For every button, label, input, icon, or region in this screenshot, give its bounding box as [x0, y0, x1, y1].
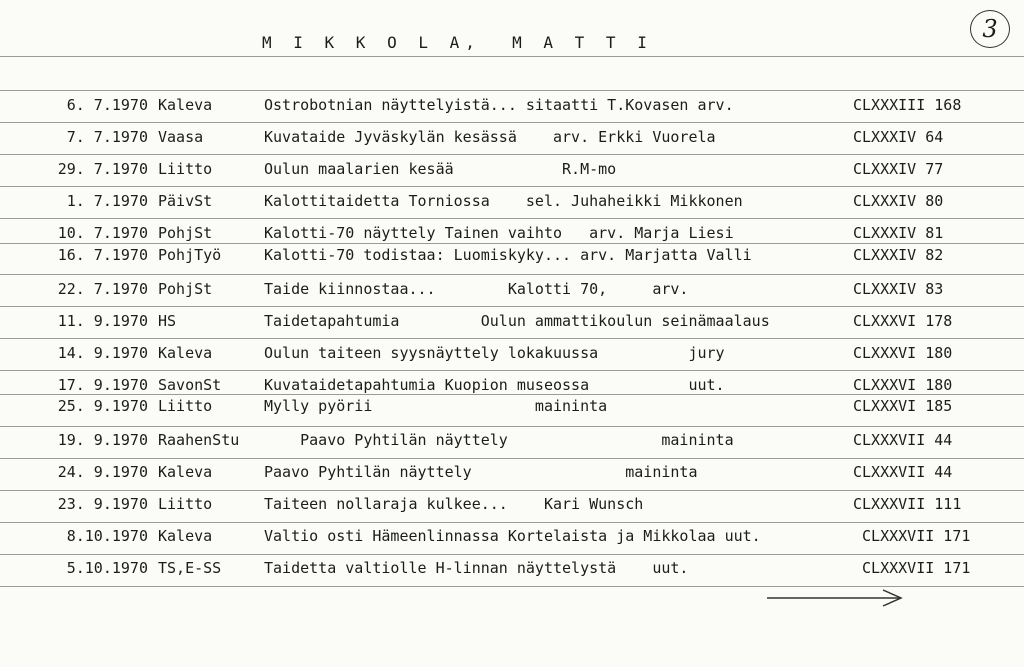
- ruled-line: [0, 458, 1024, 459]
- ruled-line: [0, 122, 1024, 123]
- entry-date: 22. 7.1970: [57, 280, 148, 298]
- entry-row: [0, 431, 1024, 453]
- entry-reference: CLXXXIV 80: [853, 192, 944, 210]
- ruled-line: [0, 370, 1024, 371]
- entry-reference: CLXXXIV 82: [853, 246, 944, 264]
- arrow-right-icon: [765, 588, 905, 608]
- entry-text: Ostrobotnian näyttelyistä... sitaatti T.Kovasen arv.: [264, 96, 734, 114]
- entry-row: [0, 280, 1024, 302]
- entry-source: PohjSt: [158, 224, 213, 242]
- entry-text: Oulun maalarien kesää R.M-mo: [264, 160, 617, 178]
- entry-source: TS,E-SS: [158, 559, 222, 577]
- entry-text: Taidetapahtumia Oulun ammattikoulun seinämaalaus: [264, 312, 770, 330]
- ruled-line: [0, 522, 1024, 523]
- entry-source: PäivSt: [158, 192, 213, 210]
- entry-reference: CLXXXIV 83: [853, 280, 944, 298]
- entry-date: 6. 7.1970: [66, 96, 148, 114]
- ruled-line: [0, 56, 1024, 57]
- entry-date: 14. 9.1970: [57, 344, 148, 362]
- entry-reference: CLXXXIV 64: [853, 128, 944, 146]
- ruled-line: [0, 554, 1024, 555]
- entry-reference: CLXXXVII 171: [853, 527, 971, 545]
- entry-row: [0, 495, 1024, 517]
- entry-date: 19. 9.1970: [57, 431, 148, 449]
- entry-text: Taiteen nollaraja kulkee... Kari Wunsch: [264, 495, 644, 513]
- entry-text: Oulun taiteen syysnäyttely lokakuussa jury: [264, 344, 725, 362]
- entry-row: [0, 527, 1024, 549]
- entry-row: [0, 312, 1024, 334]
- entry-reference: CLXXXIII 168: [853, 96, 962, 114]
- entry-text: Kalotti-70 näyttely Tainen vaihto arv. Marja Liesi: [264, 224, 734, 242]
- entry-text: Kalottitaidetta Torniossa sel. Juhaheikki Mikkonen: [264, 192, 743, 210]
- entry-reference: CLXXXVI 180: [853, 376, 953, 394]
- entry-source: PohjTyö: [158, 246, 222, 264]
- entry-date: 10. 7.1970: [57, 224, 148, 242]
- entry-row: [0, 344, 1024, 366]
- entry-reference: CLXXXVII 171: [853, 559, 971, 577]
- entry-source: Liitto: [158, 397, 213, 415]
- entry-reference: CLXXXVI 180: [853, 344, 953, 362]
- entry-text: Taidetta valtiolle H-linnan näyttelystä uut.: [264, 559, 689, 577]
- entry-date: 25. 9.1970: [57, 397, 148, 415]
- entry-text: Mylly pyörii maininta: [264, 397, 608, 415]
- entry-text: Paavo Pyhtilän näyttely maininta: [264, 463, 698, 481]
- entry-reference: CLXXXVII 111: [853, 495, 962, 513]
- entry-reference: CLXXXVI 185: [853, 397, 953, 415]
- entry-text: Kalotti-70 todistaa: Luomiskyky... arv. Marjatta Valli: [264, 246, 752, 264]
- ruled-line: [0, 218, 1024, 219]
- entry-date: 1. 7.1970: [66, 192, 148, 210]
- entry-date: 7. 7.1970: [66, 128, 148, 146]
- entry-date: 24. 9.1970: [57, 463, 148, 481]
- entry-row: [0, 246, 1024, 268]
- entry-text: Paavo Pyhtilän näyttely maininta: [264, 431, 734, 449]
- entry-source: HS: [158, 312, 177, 330]
- ruled-line: [0, 490, 1024, 491]
- entry-source: Liitto: [158, 495, 213, 513]
- entry-source: Kaleva: [158, 344, 213, 362]
- entry-source: Kaleva: [158, 463, 213, 481]
- entry-row: [0, 224, 1024, 246]
- entry-date: 23. 9.1970: [57, 495, 148, 513]
- ruled-line: [0, 154, 1024, 155]
- entry-reference: CLXXXVI 178: [853, 312, 953, 330]
- ruled-line: [0, 338, 1024, 339]
- entry-date: 5.10.1970: [66, 559, 148, 577]
- ruled-line: [0, 90, 1024, 91]
- entry-source: Kaleva: [158, 527, 213, 545]
- entry-source: PohjSt: [158, 280, 213, 298]
- ruled-line: [0, 186, 1024, 187]
- entry-date: 29. 7.1970: [57, 160, 148, 178]
- entry-date: 16. 7.1970: [57, 246, 148, 264]
- entry-date: 17. 9.1970: [57, 376, 148, 394]
- entry-reference: CLXXXVII 44: [853, 431, 953, 449]
- entry-reference: CLXXXIV 81: [853, 224, 944, 242]
- entry-text: Taide kiinnostaa... Kalotti 70, arv.: [264, 280, 689, 298]
- entry-row: [0, 376, 1024, 398]
- ruled-line: [0, 306, 1024, 307]
- entry-date: 11. 9.1970: [57, 312, 148, 330]
- entry-row: [0, 463, 1024, 485]
- ruled-line: [0, 274, 1024, 275]
- entry-row: [0, 96, 1024, 118]
- entry-row: [0, 192, 1024, 214]
- card-number: 3: [970, 10, 1010, 48]
- entry-source: SavonSt: [158, 376, 222, 394]
- entry-row: [0, 559, 1024, 581]
- entry-text: Kuvataide Jyväskylän kesässä arv. Erkki Vuorela: [264, 128, 716, 146]
- entry-date: 8.10.1970: [66, 527, 148, 545]
- ruled-line: [0, 426, 1024, 427]
- entry-source: Liitto: [158, 160, 213, 178]
- entry-reference: CLXXXIV 77: [853, 160, 944, 178]
- ruled-line: [0, 586, 1024, 587]
- entry-row: [0, 397, 1024, 419]
- entry-reference: CLXXXVII 44: [853, 463, 953, 481]
- entry-source: Vaasa: [158, 128, 204, 146]
- entry-text: Kuvataidetapahtumia Kuopion museossa uut.: [264, 376, 725, 394]
- entry-source: Kaleva: [158, 96, 213, 114]
- entry-row: [0, 128, 1024, 150]
- entry-source: RaahenStu: [158, 431, 240, 449]
- entry-row: [0, 160, 1024, 182]
- entry-text: Valtio osti Hämeenlinnassa Kortelaista ja Mikkolaa uut.: [264, 527, 761, 545]
- card-title: M I K K O L A, M A T T I: [262, 33, 653, 52]
